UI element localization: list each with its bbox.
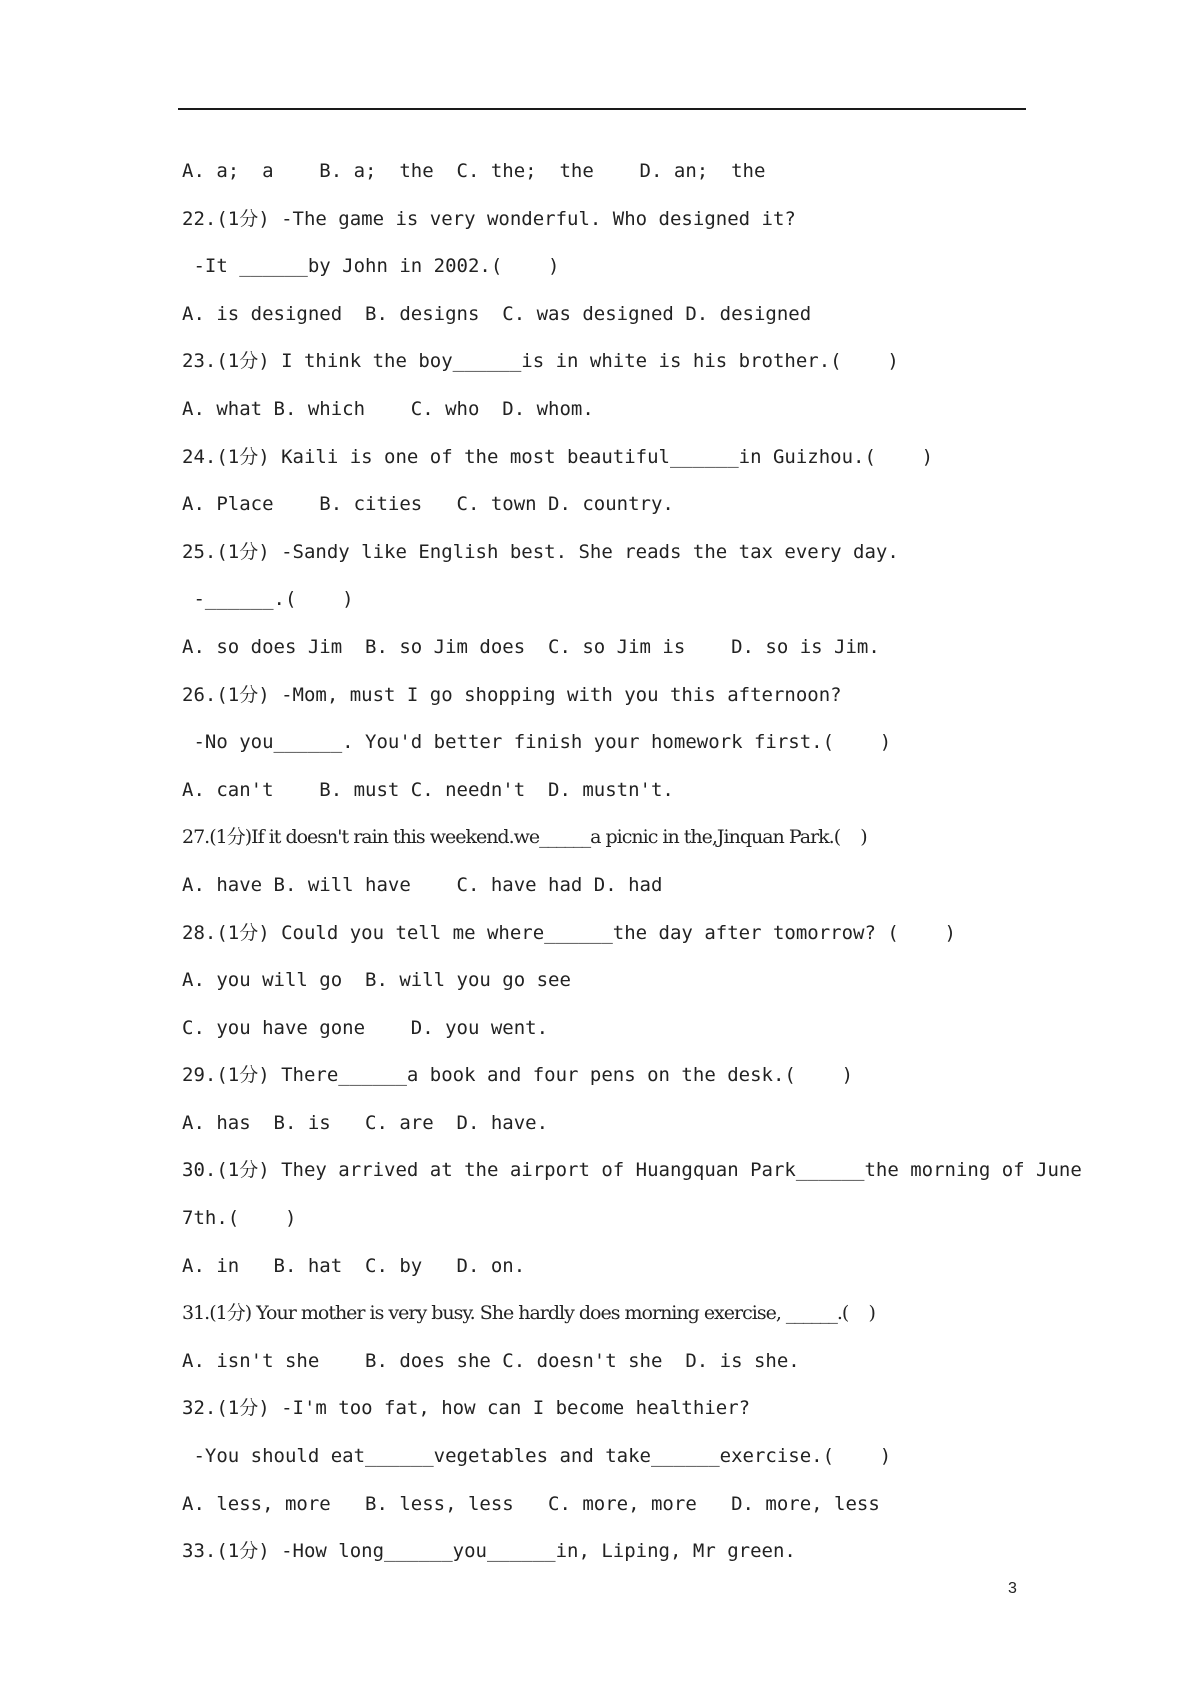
line-21: A. has B. is C. are D. have. (182, 1111, 549, 1134)
line-27: 32.(1分) -I'm too fat, how can I become healthier? (182, 1397, 751, 1420)
header-rule (178, 108, 1026, 110)
question-list (182, 148, 1082, 1576)
line-26: A. isn't she B. does she C. doesn't she D. is she. (182, 1349, 800, 1372)
line-11: A. so does Jim B. so Jim does C. so Jim is D. so is Jim. (182, 635, 880, 658)
line-3: -It ______by John in 2002.( ) (182, 255, 560, 278)
line-5: 23.(1分) I think the boy______is in white is his brother.( ) (182, 350, 899, 373)
line-25: 31.(1分) Your mother is very busy. She hardly does morning exercise, ______.( ) (182, 1302, 875, 1325)
line-10: -______.( ) (182, 588, 354, 611)
line-12: 26.(1分) -Mom, must I go shopping with you this afternoon? (182, 683, 842, 706)
line-2: 22.(1分) -The game is very wonderful. Who designed it? (182, 207, 796, 230)
line-6: A. what B. which C. who D. whom. (182, 397, 594, 420)
line-13: -No you______. You'd better finish your homework first.( ) (182, 731, 892, 754)
line-15: 27.(1分)If it doesn't rain this weekend.we______a picnic in the,Jinquan Park.( ) (182, 826, 867, 849)
line-17: 28.(1分) Could you tell me where______the day after tomorrow? ( ) (182, 921, 956, 944)
line-16: A. have B. will have C. have had D. had (182, 873, 663, 896)
line-8: A. Place B. cities C. town D. country. (182, 493, 674, 516)
line-14: A. can't B. must C. needn't D. mustn't. (182, 778, 674, 801)
line-9: 25.(1分) -Sandy like English best. She reads the tax every day. (182, 540, 899, 563)
line-7: 24.(1分) Kaili is one of the most beautiful______in Guizhou.( ) (182, 445, 934, 468)
line-4: A. is designed B. designs C. was designed D. designed (182, 302, 812, 325)
line-1: A. a; a B. a; the C. the; the D. an; the (182, 160, 766, 182)
line-22: 30.(1分) They arrived at the airport of Huangquan Park______the morning of June (182, 1159, 1082, 1182)
line-30: 33.(1分) -How long______you______in, Liping, Mr green. (182, 1540, 796, 1563)
line-28: -You should eat______vegetables and take______exercise.( ) (182, 1445, 892, 1468)
line-29: A. less, more B. less, less C. more, more D. more, less (182, 1492, 880, 1515)
line-19: C. you have gone D. you went. (182, 1016, 549, 1039)
line-23: 7th.( ) (182, 1207, 297, 1230)
page-number: 3 (1008, 1580, 1017, 1597)
line-18: A. you will go B. will you go see (182, 969, 571, 992)
line-24: A. in B. hat C. by D. on. (182, 1254, 526, 1277)
line-20: 29.(1分) There______a book and four pens on the desk.( ) (182, 1064, 854, 1087)
